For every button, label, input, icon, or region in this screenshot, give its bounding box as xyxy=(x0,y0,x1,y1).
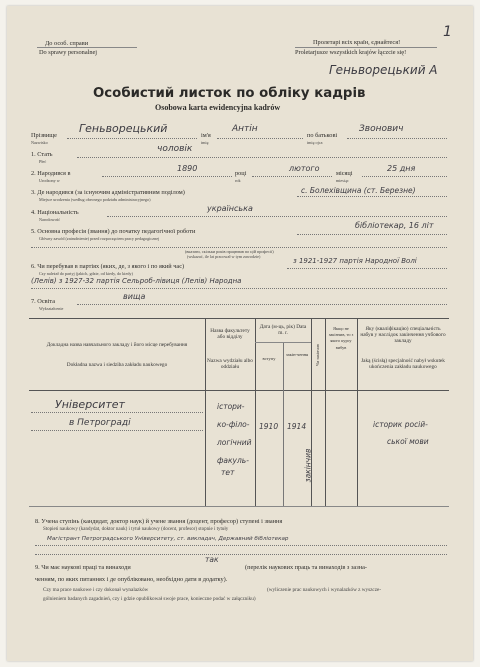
field1-value: чоловік xyxy=(157,144,193,154)
field9-line4-pl: gólnieniem badanych zagadnień, czy i gdzie opublikował swoje prace, konieczne podać w załączniku) xyxy=(43,596,256,602)
field7-line xyxy=(77,304,447,305)
field5-label-pl: Główny zawód (zatrudnienie) przed rozpoczęciem pracy pedagogicznej xyxy=(39,236,160,241)
field5-line xyxy=(297,234,447,235)
field4-label-pl: Narodowość xyxy=(39,217,61,222)
field2-month-line xyxy=(252,176,332,177)
field2-month-label-pl: miesiąc xyxy=(336,178,349,183)
field5-line2 xyxy=(31,247,447,248)
header-left-line1: До особ. справи xyxy=(45,40,89,47)
row-institution-1: Університет xyxy=(55,398,125,411)
header-right-line1: Пролетарі всіх країн, єднайтеся! xyxy=(313,39,401,46)
patronymic-label: по батькові xyxy=(307,132,338,139)
col3-sub-start: вступу xyxy=(262,356,276,361)
field2-month: лютого xyxy=(289,164,320,173)
col4-header: Чи закінчив xyxy=(314,344,320,367)
row-faculty-3: логічний xyxy=(217,438,252,447)
field3-label: 3. Де народився (за існуючим адміністративним поділом) xyxy=(31,189,185,196)
field5-note-pl: (wskazać, ile lat pracował w tym zawodzie) xyxy=(187,254,261,259)
field6-label: 6. Чи перебував в партіях (яких, де, з якого і по який час) xyxy=(31,263,185,270)
col3-sub-end: закін-чення xyxy=(285,352,309,357)
row-faculty-1: істори- xyxy=(217,402,245,411)
field1-label: 1. Стать xyxy=(31,151,53,158)
patronymic-line xyxy=(347,138,447,139)
header-right-rule xyxy=(295,47,437,48)
header-left-rule xyxy=(37,47,137,48)
col2-header-pl: Nazwa wydziału albo oddziału xyxy=(207,358,253,371)
field3-line xyxy=(297,196,447,197)
row-start-date: 1910 xyxy=(259,422,279,431)
col1-header: Докладна назва навчального закладу і його місце перебування xyxy=(46,342,188,348)
field6-label-pl: Czy należał do partyj (jakich, gdzie, od kiedy, do kiedy) xyxy=(39,271,133,276)
field2-day-line xyxy=(362,176,447,177)
field5-value: бібліотекар, 16 літ xyxy=(355,221,434,230)
field5-label: 5. Основна професія (звання) до початку педагогічної роботи xyxy=(31,228,196,235)
field2-year-line xyxy=(102,176,232,177)
field9-line3-pl: Czy ma prace naukowe i czy dokonał wynalazków xyxy=(43,587,149,593)
field8-line2 xyxy=(35,554,447,555)
col6-header-pl: Jaką (ścisłą) specjalność nabył wskutek ukończenia zakładu naukowego xyxy=(361,358,445,371)
field2-year: 1890 xyxy=(177,164,198,173)
field4-label: 4. Національність xyxy=(31,209,79,216)
col5-header: Якщо не закінчив, то з якого курсу вибув xyxy=(328,326,354,350)
row-specialty-1: історик росій- xyxy=(373,420,428,429)
field2-label: 2. Народився в xyxy=(31,170,71,177)
field2-day: 25 дня xyxy=(387,164,416,173)
surname-value: Геньворецький xyxy=(79,122,168,135)
field6-line2 xyxy=(31,288,447,289)
field2-label-pl: Urodzony w xyxy=(39,178,60,183)
col2-header: Назва факультету або відділу xyxy=(210,328,250,341)
field2-year-label: році xyxy=(235,170,247,177)
name-label-pl: imię xyxy=(201,140,209,145)
page-subtitle: Osobowa karta ewidencyjna kadrów xyxy=(155,103,281,112)
surname-label-pl: Nazwisko xyxy=(31,140,48,145)
field6-value1: з 1921-1927 партія Народної Волі xyxy=(293,257,417,265)
patronymic-label-pl: imię ojca xyxy=(307,140,323,145)
field2-month-label: місяці xyxy=(336,170,353,177)
header-left-line2: Do sprawy personalnej xyxy=(39,49,98,56)
field9-line2: ченням, по яких питаннях і де опубліковано, необхідно дати в додатку). xyxy=(35,576,228,583)
name-value: Антін xyxy=(232,124,258,134)
field8-line xyxy=(35,545,447,546)
field8-label: 8. Учена ступінь (кандидат, доктор наук) й учене звання (доцент, професор) ступені і звання xyxy=(35,518,283,525)
field4-line xyxy=(107,216,447,217)
page-title: Особистий листок по обліку кадрів xyxy=(93,86,366,101)
field9-line3b-pl: (wyliczenie prac naukowych i wynalazków z wyszcze- xyxy=(267,587,382,593)
row-faculty-2: ко-філо- xyxy=(217,420,250,429)
field9-value: так xyxy=(205,555,219,564)
col3-header: Дата (м-ць, рік) Data m. r. xyxy=(259,324,307,337)
field7-value: вища xyxy=(123,292,146,301)
surname-label: Прізвище xyxy=(31,132,57,139)
col1-header-pl: Dokładna nazwa i siedziba zakładu naukowego xyxy=(66,362,168,368)
form-sheet xyxy=(7,6,473,661)
surname-line xyxy=(67,138,197,139)
field6-value2: (Лелів) з 1927-32 партія Сельроб-лівиця (Лелів) Народна xyxy=(31,277,242,285)
field1-line xyxy=(77,157,447,158)
field2-year-label-pl: rok xyxy=(235,178,241,183)
name-label: ім'я xyxy=(201,132,211,139)
field9-label-rest: (перелік наукових праць та винаходів з зазна- xyxy=(245,564,367,571)
row-faculty-4: факуль- xyxy=(217,456,249,465)
field5-note: (вказати, скільки років працював по цій професії) xyxy=(185,249,274,254)
row-specialty-2: ської мови xyxy=(387,437,429,446)
col6-header: Яку (кваліфікацію) спеціальність набув у наслідок закінчення учбового закладу xyxy=(360,326,446,345)
row-end-date: 1914 xyxy=(287,422,307,431)
field3-label-pl: Miejsce urodzenia (według obecnego podziału administracyjnego) xyxy=(39,197,151,202)
field6-line xyxy=(287,268,447,269)
page-number: 1 xyxy=(443,24,452,40)
name-line xyxy=(217,138,303,139)
field7-label-pl: Wykształcenie xyxy=(39,306,64,311)
field4-value: українська xyxy=(207,204,253,213)
field7-label: 7. Освіта xyxy=(31,298,55,305)
field8-value: Магістрант Петроградського Університету, ст. викладач, Державний бібліотекар xyxy=(47,536,289,542)
header-right-line2: Proletarjusze wszystkich krajów łączcie się! xyxy=(295,49,407,56)
row-institution-2: в Петрограді xyxy=(69,418,131,428)
row-faculty-5: тет xyxy=(221,468,235,477)
handwritten-name: Геньворецький А xyxy=(329,63,438,77)
row-finished: закінчив xyxy=(303,448,313,483)
field9-label: 9. Чи має наукові праці та винаходи xyxy=(35,564,131,571)
patronymic-value: Звонович xyxy=(359,124,404,134)
field1-label-pl: Płeć xyxy=(39,159,47,164)
field8-label-pl: Stopień naukowy (kandydat, doktor nauk) i tytuł naukowy (docent, profesor) stopnie i tytuły xyxy=(43,527,229,532)
field3-value: с. Болехівщина (ст. Березне) xyxy=(301,186,416,195)
